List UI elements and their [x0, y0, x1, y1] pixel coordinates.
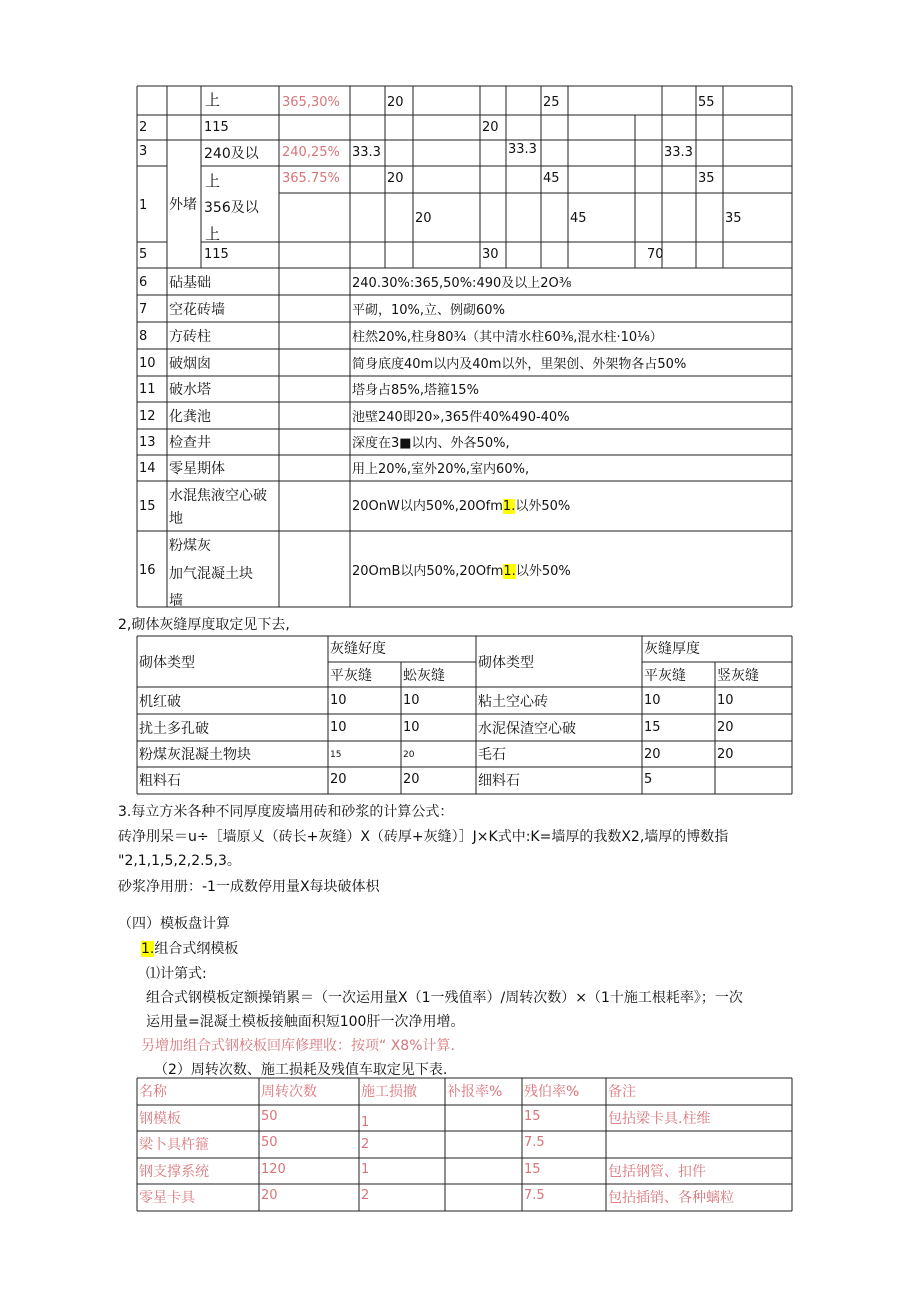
t2-row1-b: 粘土空心砖 [478, 694, 548, 710]
t3-row4-loss: 2 [361, 1188, 370, 1203]
t2-row3-b1: 20 [644, 747, 661, 762]
t1-row16-name-c: 墙 [169, 593, 183, 607]
t1-row3-v4: 20 [387, 171, 404, 186]
t1-row15-name-a: 水混焦液空心破 [169, 488, 267, 504]
section4-note: 另增加组合式钢校板回库修理收：按项“ X8%计算. [141, 1038, 455, 1054]
t2-row1-a2: 10 [403, 693, 420, 708]
t2-header-flat-left: 平灰缝 [330, 668, 372, 684]
t2-row2-a2: 10 [403, 720, 420, 735]
t3-row1-turns: 50 [261, 1109, 278, 1124]
t1-row3-v3: 33.3 [664, 145, 693, 160]
t3-row4-note: 包拈插销、各种螭粒 [608, 1190, 734, 1206]
t1-row11-no: 11 [139, 382, 156, 397]
t3-row4-turns: 20 [261, 1188, 278, 1203]
t3-header-name: 名称 [139, 1084, 167, 1100]
t3-row2-loss: 2 [361, 1137, 370, 1152]
t2-header-joint-right: 灰缝厚度 [644, 641, 700, 657]
t1-row15-name-b: 地 [169, 511, 183, 527]
t2-header-type-right: 砌体类型 [478, 655, 534, 671]
section4-formula2: 运用量=混凝土模板接触面积短100肝一次净用增。 [146, 1014, 465, 1030]
t1-row5-v1: 30 [482, 247, 499, 262]
t1-row2-v1: 20 [482, 120, 499, 135]
t1-row13-name: 检查井 [169, 435, 211, 451]
t1-row14-no: 14 [139, 461, 156, 476]
t3-row1-loss: 1 [361, 1115, 370, 1130]
t1-row12-name: 化龚池 [169, 409, 211, 425]
t2-header-flat-right: 平灰缝 [644, 668, 686, 684]
t3-row4-name: 零星卡具 [139, 1190, 195, 1206]
t3-row3-residual: 15 [524, 1162, 541, 1177]
t1-row10-no: 10 [139, 356, 156, 371]
highlight-mark: 1. [502, 499, 516, 514]
t1-row16-name-a: 粉煤灰 [169, 538, 211, 554]
t1-row5-no: 5 [139, 247, 148, 262]
t1-row2-size: 115 [204, 120, 229, 135]
t3-header-repair: 补报率% [447, 1084, 503, 1100]
t1-row4-size-a: 356及以 [204, 200, 259, 216]
t1-row6-desc: 240.30%:365,50%:490及以上2O⅜ [352, 276, 572, 291]
t2-row4-b: 细料石 [478, 773, 520, 789]
highlight-mark: 1. [141, 941, 155, 957]
section4-formula1: 组合式钢模板定额操销累＝（一次运用量X（1一残值率）/周转次数）×（1十施工根耗率》；一次 [146, 990, 743, 1006]
t1-row7-desc: 平砌，10%,立、例砌60% [352, 303, 505, 318]
t1-row4-no: 1 [139, 198, 148, 213]
t1-row3-v5: 45 [543, 171, 560, 186]
t2-header-vert-right: 竖灰缝 [717, 668, 759, 684]
t1-row3-no: 3 [139, 144, 148, 159]
t3-row3-note: 包括钢管、扣件 [608, 1164, 706, 1180]
t1-top-v3: 55 [698, 95, 715, 110]
t2-row2-a: 扰土多孔破 [139, 721, 209, 737]
t3-row1-name: 钢模板 [139, 1111, 181, 1127]
section4-sub2: （2）周转次数、施工损耗及残值车取定见下表. [154, 1062, 448, 1078]
section4-heading: （四）模板盘计算 [118, 916, 230, 932]
t1-row8-name: 方砖柱 [169, 329, 211, 345]
t1-row7-name: 空花砖墙 [169, 302, 225, 318]
t2-row3-a2: 20 [403, 750, 415, 760]
highlight-mark: 1. [503, 564, 516, 579]
t1-row2-no: 2 [139, 120, 148, 135]
t1-top-size: 上 [205, 91, 221, 109]
t3-row3-name: 钢支撑系统 [139, 1164, 209, 1180]
t1-row12-no: 12 [139, 409, 156, 424]
t1-row4-v1: 20 [415, 211, 432, 226]
t1-row5-size: 115 [204, 247, 229, 262]
t2-header-vert-left: 蚣灰缝 [403, 668, 445, 684]
t2-row4-a: 粗料石 [139, 773, 181, 789]
t1-row3-v1: 33.3 [352, 145, 381, 160]
t1-row11-desc: 塔身占85%,塔箍15% [352, 383, 479, 398]
t2-row1-a: 机红破 [139, 694, 181, 710]
section3-line1: 砖净刖呆＝u÷［墙原乂（砖长+灰缝）X（砖厚+灰缝）］J×K式中:K=墙厚的我数X2,墙厚的博数指 [118, 829, 729, 845]
t1-row4-size-b: 上 [205, 225, 221, 243]
t1-row4-v3: 35 [725, 211, 742, 226]
t3-row2-turns: 50 [261, 1135, 278, 1150]
t2-row1-b2: 10 [717, 693, 734, 708]
t3-header-note: 备注 [608, 1084, 636, 1100]
t1-row8-desc: 柱然20%,柱身80¾（其中清水柱60⅜,混水柱·10⅛） [352, 330, 663, 345]
t1-row7-no: 7 [139, 302, 148, 317]
section3-line3: 砂浆净用册：-1一成数停用量X每块破体枳 [118, 879, 380, 895]
t1-row15-no: 15 [139, 499, 156, 514]
t1-row6-no: 6 [139, 275, 148, 290]
t3-row2-name: 梁卜具杵箍 [139, 1137, 209, 1153]
t3-row3-loss: 1 [361, 1162, 370, 1177]
t1-row10-desc: 简身底度40m以内及40m以外，里架创、外架物各占50% [352, 357, 687, 372]
t2-row3-b2: 20 [717, 747, 734, 762]
t2-header-joint-left: 灰缝好度 [330, 641, 386, 657]
t1-row6-name: 砧基础 [169, 275, 211, 291]
t1-top-pct: 365,30% [282, 95, 340, 110]
t2-row4-a2: 20 [403, 772, 420, 787]
section4-sub1: 1.组合式纲模板 [141, 941, 239, 957]
t1-row3-v2: 33.3 [508, 142, 537, 157]
t2-row3-a: 粉煤灰混凝土物块 [139, 747, 251, 763]
t1-row16-desc: 20OmB以内50%,20Ofm1.以外50% [352, 564, 571, 579]
t1-row10-name: 破烟囱 [169, 356, 211, 372]
t1-row3-size-a: 240及以 [204, 146, 259, 162]
t1-row13-desc: 深度在3■以内、外各50%, [352, 436, 510, 451]
t2-row2-b2: 20 [717, 720, 734, 735]
t2-row1-a1: 10 [330, 693, 347, 708]
t1-row14-desc: 用上20%,室外20%,室内60%, [352, 462, 530, 477]
t3-row3-turns: 120 [261, 1162, 286, 1177]
t1-row16-name-b: 加气混凝土块 [169, 566, 253, 582]
t3-header-residual: 残伯率% [524, 1084, 580, 1100]
section3-line2: "2,1,1,5,2,2.5,3。 [118, 853, 241, 869]
t2-row3-b: 毛石 [478, 747, 506, 763]
section2-heading: 2,砌体灰缝厚度取定见下去, [118, 617, 290, 633]
t1-row3-v6: 35 [698, 171, 715, 186]
t1-row14-name: 零星期体 [169, 461, 225, 477]
t1-row13-no: 13 [139, 435, 156, 450]
t2-row4-b1: 5 [644, 772, 653, 787]
t2-row1-b1: 10 [644, 693, 661, 708]
t1-top-v1: 20 [387, 95, 404, 110]
t2-header-type-left: 砌体类型 [139, 655, 195, 671]
t3-row2-residual: 7.5 [524, 1135, 545, 1150]
t3-row4-residual: 7.5 [524, 1188, 545, 1203]
t2-row2-b: 水泥保渣空心破 [478, 721, 576, 737]
t1-row4-v2: 45 [570, 211, 587, 226]
t1-row11-name: 破水塔 [169, 382, 211, 398]
t2-row4-a1: 20 [330, 772, 347, 787]
t1-row5-v2: 70 [647, 247, 664, 262]
t3-row1-residual: 15 [524, 1109, 541, 1124]
section3-heading: 3.每立方米各种不同厚度废墙用砖和砂浆的计算公式： [118, 804, 454, 820]
t1-row4-name: 外堵 [169, 197, 197, 213]
t1-row3-pct-b: 365.75% [282, 171, 340, 186]
t1-row3-pct-a: 240,25% [282, 145, 340, 160]
t1-top-v2: 25 [543, 95, 560, 110]
t1-row3-size-b: 上 [205, 172, 221, 190]
table2-grid [0, 630, 920, 800]
t2-row3-a1: 15 [330, 750, 342, 760]
t2-row2-a1: 10 [330, 720, 347, 735]
t1-row8-no: 8 [139, 329, 148, 344]
t1-row12-desc: 池壁240即20»,365件40%490-40% [352, 410, 570, 425]
t3-header-turns: 周转次数 [261, 1084, 317, 1100]
t2-row2-b1: 15 [644, 720, 661, 735]
t3-row1-note: 包拈梁卡具.柱维 [608, 1111, 711, 1127]
t1-row16-no: 16 [139, 563, 156, 578]
t1-row15-desc: 20OnW以内50%,20Ofm1.以外50% [352, 499, 571, 514]
t3-header-loss: 施工损撤 [361, 1084, 417, 1100]
section4-calc: ⑴计第式: [146, 966, 207, 982]
